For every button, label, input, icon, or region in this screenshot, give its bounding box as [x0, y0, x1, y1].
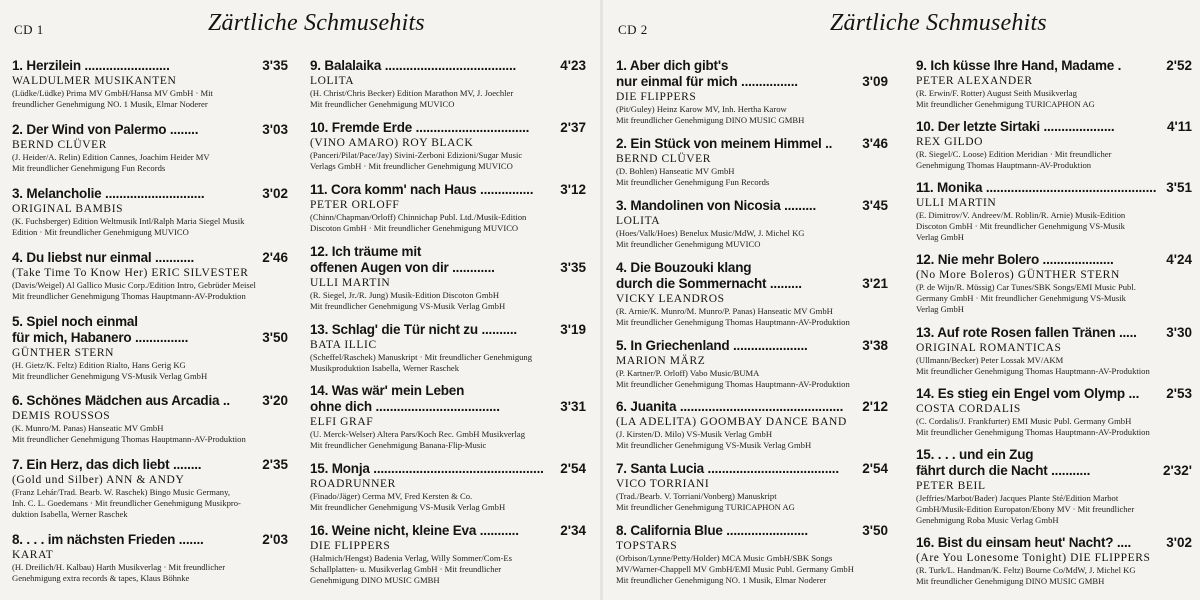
track-duration: 3'02 — [262, 185, 288, 201]
track-credits: (P. Kartner/P. Orloff) Vabo Music/BUMA — [616, 367, 760, 378]
track-entry — [12, 393, 288, 445]
track-entry — [616, 58, 888, 126]
track-credits: (H. Christ/Chris Becker) Edition Marathon MV, J. Joechler — [310, 88, 514, 98]
track-artist: GÜNTHER STERN — [12, 346, 115, 359]
track-title: 4. Die Bouzouki klang — [616, 259, 752, 275]
track-artist: PETER BEIL — [916, 479, 986, 492]
track-credits: Discoton GmbH · Mit freundlicher Genehmigung MUVICO — [310, 222, 519, 233]
track-entry — [310, 461, 586, 513]
track-duration: 3'03 — [262, 121, 288, 137]
track-credits: (Scheffel/Raschek) Manuskript · Mit freundlicher Genehmigung — [310, 351, 533, 362]
track-credits: (H. Dreilich/H. Kalbau) Harth Musikverlag · Mit freundlicher — [12, 562, 226, 573]
track-entry — [616, 399, 888, 451]
track-credits: Germany GmbH · Mit freundlicher Genehmigung VS-Musik — [916, 293, 1126, 304]
track-credits: (Franz Lehár/Trad. Bearb. W. Raschek) Bingo Music Germany, — [12, 487, 230, 498]
track-duration: 3'45 — [862, 197, 888, 213]
track-credits: Mit freundlicher Genehmigung VS-Musik Verlag GmbH — [12, 370, 208, 381]
track-title: 11. Monika ................................................ — [916, 180, 1157, 196]
track-credits: (R. Siegel/C. Loose) Edition Meridian · Mit freundlicher — [916, 149, 1112, 160]
track-credits: (Lüdke/Lüdke) Prima MV GmbH/Hansa MV GmbH · Mit — [12, 88, 213, 98]
track-credits: Mit freundlicher Genehmigung VS-Musik Verlag GmbH — [616, 440, 812, 451]
track-entry — [616, 461, 888, 513]
track-duration: 2'34 — [560, 523, 586, 539]
track-entry — [616, 523, 888, 586]
track-entry — [916, 58, 1192, 110]
page-divider — [600, 0, 603, 600]
track-title: nur einmal für mich ................ — [616, 74, 798, 89]
track-artist: ORIGINAL BAMBIS — [12, 202, 124, 215]
track-credits: (Ullmann/Becker) Peter Lossak MV/AKM — [916, 354, 1064, 365]
cd-label: CD 1 — [14, 22, 44, 37]
track-artist: DEMIS ROUSSOS — [12, 410, 111, 423]
track-artist: REX GILDO — [916, 136, 984, 149]
track-artist: (Are You Lonesome Tonight) DIE FLIPPERS — [916, 551, 1151, 564]
track-duration: 3'35 — [560, 259, 586, 275]
track-credits: Mit freundlicher Genehmigung Thomas Hauptmann-AV-Produktion — [916, 365, 1150, 376]
track-title: fährt durch die Nacht ........... — [916, 462, 1091, 478]
track-duration: 3'31 — [560, 399, 586, 415]
track-artist: ULLI MARTIN — [310, 276, 391, 289]
track-credits: (Trad./Bearb. V. Torriani/Vonberg) Manuskript — [616, 491, 777, 502]
track-artist: ULLI MARTIN — [916, 197, 997, 210]
track-entry — [916, 252, 1192, 315]
track-title: 15. . . . und ein Zug — [916, 446, 1034, 462]
track-duration: 3'35 — [262, 58, 288, 73]
track-entry — [12, 250, 288, 302]
track-credits: Mit freundlicher Genehmigung Banana-Flip-Music — [310, 440, 487, 451]
track-duration: 4'24 — [1166, 252, 1192, 268]
track-entry — [616, 198, 888, 250]
track-artist: PETER ORLOFF — [310, 198, 400, 211]
track-entry — [616, 136, 888, 188]
track-duration: 2'54 — [862, 461, 888, 477]
track-duration: 2'12 — [862, 399, 888, 415]
track-artist: (No More Boleros) GÜNTHER STERN — [916, 269, 1120, 282]
track-artist: ORIGINAL ROMANTICAS — [916, 341, 1062, 354]
booklet-title: Zärtliche Schmusehits — [208, 10, 425, 36]
track-entry — [310, 120, 586, 172]
track-title: 6. Juanita .............................................. — [616, 399, 844, 415]
track-entry — [916, 386, 1192, 438]
track-credits: Mit freundlicher Genehmigung Thomas Hauptmann-AV-Produktion — [616, 378, 850, 389]
track-title: 1. Aber dich gibt's — [616, 58, 729, 73]
track-credits: Mit freundlicher Genehmigung Fun Records — [616, 176, 770, 187]
track-title: 10. Der letzte Sirtaki .................... — [916, 119, 1115, 135]
track-entry — [916, 447, 1192, 526]
track-credits: (Panceri/Pilat/Pace/Jay) Sivini-Zerboni Edizioni/Sugar Music — [310, 149, 523, 160]
track-credits: Genehmigung DINO MUSIC GMBH — [310, 575, 440, 586]
track-title: 9. Balalaika ..................................... — [310, 58, 517, 73]
track-credits: Verlag GmbH — [916, 232, 964, 243]
track-duration: 2'52 — [1166, 58, 1192, 73]
track-title: 12. Ich träume mit — [310, 243, 422, 259]
track-duration: 3'46 — [862, 135, 888, 151]
track-artist: (Gold und Silber) ANN & ANDY — [12, 474, 185, 487]
track-duration: 2'35 — [262, 457, 288, 473]
track-duration: 2'32' — [1163, 462, 1192, 478]
track-title: 16. Weine nicht, kleine Eva ........... — [310, 523, 519, 539]
track-title: 14. Was wär' mein Leben — [310, 383, 465, 399]
track-column — [916, 58, 1192, 596]
track-credits: (Hoes/Valk/Hoes) Benelux Music/MdW, J. Michel KG — [616, 227, 805, 238]
track-title: 8. . . . im nächsten Frieden ....... — [12, 532, 204, 548]
track-entry — [12, 58, 288, 110]
track-duration: 3'38 — [862, 337, 888, 353]
track-artist: KARAT — [12, 549, 54, 562]
track-artist: BERND CLÜVER — [12, 138, 108, 151]
track-title: 3. Melancholie ............................ — [12, 185, 205, 201]
track-title: 14. Es stieg ein Engel vom Olymp ... — [916, 385, 1140, 401]
track-artist: (Take Time To Know Her) ERIC SILVESTER — [12, 266, 249, 279]
track-credits: (K. Fuchsberger) Edition Weltmusik Intl/Ralph Maria Siegel Musik — [12, 215, 245, 226]
track-entry — [12, 314, 288, 382]
track-title: durch die Sommernacht ......... — [616, 275, 802, 291]
track-credits: Mit freundlicher Genehmigung Thomas Hauptmann-AV-Produktion — [616, 316, 850, 327]
track-title: 11. Cora komm' nach Haus ............... — [310, 181, 534, 197]
track-credits: Genehmigung Thomas Hauptmann-AV-Produktion — [916, 160, 1092, 171]
track-credits: (D. Bohlen) Hanseatic MV GmbH — [616, 165, 735, 176]
track-artist: LOLITA — [310, 75, 355, 87]
track-title: 5. Spiel noch einmal — [12, 313, 138, 329]
track-title: 2. Ein Stück von meinem Himmel .. — [616, 135, 833, 151]
track-credits: Mit freundlicher Genehmigung DINO MUSIC GMBH — [916, 575, 1105, 586]
track-duration: 3'02 — [1166, 534, 1192, 550]
track-duration: 3'50 — [862, 523, 888, 539]
track-title: 2. Der Wind von Palermo ........ — [12, 121, 199, 137]
track-credits: Edition · Mit freundlicher Genehmigung MUVICO — [12, 226, 189, 237]
track-entry — [616, 260, 888, 328]
track-title: 1. Herzilein ........................ — [12, 58, 170, 73]
track-credits: Inh. C. L. Goedemans · Mit freundlicher Genehmigung Musikpro- — [12, 498, 241, 509]
track-duration: 3'12 — [560, 181, 586, 197]
track-credits: (J. Heider/A. Relin) Edition Cannes, Joachim Heider MV — [12, 151, 210, 162]
track-duration: 2'37 — [560, 119, 586, 135]
track-credits: (C. Cordalis/J. Frankfurter) EMI Music Publ. Germany GmbH — [916, 415, 1132, 426]
track-credits: (Jeffries/Marbot/Bader) Jacques Plante Sté/Edition Marbot — [916, 492, 1119, 503]
track-duration: 3'50 — [262, 329, 288, 345]
track-artist: ROADRUNNER — [310, 478, 396, 491]
track-entry — [310, 244, 586, 312]
track-entry — [310, 523, 586, 586]
track-credits: (H. Gietz/K. Feltz) Edition Rialto, Hans Gerig KG — [12, 359, 186, 370]
track-duration: 4'23 — [560, 58, 586, 73]
track-title: 3. Mandolinen von Nicosia ......... — [616, 197, 817, 213]
track-credits: Mit freundlicher Genehmigung Fun Records — [12, 162, 166, 173]
track-entry — [310, 58, 586, 110]
track-duration: 3'51 — [1166, 180, 1192, 196]
track-credits: (Chinn/Chapman/Orloff) Chinnichap Publ. Ltd./Musik-Edition — [310, 211, 527, 222]
track-credits: Mit freundlicher Genehmigung TURICAPHON AG — [616, 502, 795, 513]
track-entry — [916, 180, 1192, 243]
track-artist: PETER ALEXANDER — [916, 75, 1033, 87]
track-credits: (J. Kirsten/D. Milo) VS-Musik Verlag GmbH — [616, 429, 773, 440]
track-artist: (LA ADELITA) GOOMBAY DANCE BAND — [616, 416, 847, 429]
track-credits: (Davis/Weigel) Al Gallico Music Corp./Edition Intro, Gebrüder Meisel — [12, 279, 256, 290]
track-credits: (R. Erwin/F. Rotter) August Seith Musikverlag — [916, 88, 1077, 98]
track-credits: GmbH/Musik-Edition Europaton/Ebony MV · Mit freundlicher — [916, 503, 1135, 514]
track-title: 15. Monja ................................................ — [310, 461, 544, 477]
track-entry — [310, 383, 586, 451]
track-credits: freundlicher Genehmigung NO. 1 Musik, Elmar Noderer — [12, 99, 208, 109]
track-duration: 3'20 — [262, 393, 288, 409]
track-credits: duktion Isabella, Werner Raschek — [12, 509, 128, 520]
track-title: 7. Santa Lucia ..................................... — [616, 461, 839, 477]
track-column — [12, 58, 288, 596]
track-credits: (Orbison/Lynne/Petty/Holder) MCA Music GmbH/SBK Songs — [616, 553, 833, 564]
track-title: ohne dich ................................... — [310, 399, 500, 415]
track-entry — [12, 186, 288, 238]
track-credits: (R. Siegel, Jr./R. Jung) Musik-Edition Discoton GmbH — [310, 289, 500, 300]
track-title: 13. Schlag' die Tür nicht zu .......... — [310, 321, 517, 337]
track-credits: Mit freundlicher Genehmigung VS-Musik Verlag GmbH — [310, 502, 506, 513]
track-credits: Schallplatten- u. Musikverlag GmbH · Mit freundlicher — [310, 564, 502, 575]
track-credits: Genehmigung Roba Music Verlag GmbH — [916, 514, 1059, 525]
track-credits: Musikproduktion Isabella, Werner Raschek — [310, 362, 460, 373]
track-credits: Mit freundlicher Genehmigung DINO MUSIC GMBH — [616, 115, 805, 125]
track-credits: (R. Arnie/K. Munro/M. Munro/P. Panas) Hanseatic MV GmbH — [616, 305, 833, 316]
track-duration: 3'09 — [862, 74, 888, 89]
track-credits: Genehmigung extra records & tapes, Klaus Böhnke — [12, 573, 190, 584]
track-title: 10. Fremde Erde ................................ — [310, 119, 530, 135]
track-title: 6. Schönes Mädchen aus Arcadia .. — [12, 393, 230, 409]
track-credits: (U. Merck-Welser) Altera Pars/Koch Rec. GmbH Musikverlag — [310, 429, 526, 440]
track-artist: MARION MÄRZ — [616, 354, 706, 367]
track-title: 5. In Griechenland ..................... — [616, 337, 808, 353]
track-duration: 4'11 — [1167, 119, 1192, 135]
track-title: 8. California Blue ....................... — [616, 523, 808, 539]
track-artist: BATA ILLIC — [310, 338, 377, 351]
track-artist: VICO TORRIANI — [616, 478, 710, 491]
track-artist: DIE FLIPPERS — [616, 91, 697, 103]
track-duration: 2'46 — [262, 249, 288, 265]
track-entry — [616, 338, 888, 390]
track-entry — [310, 182, 586, 234]
track-title: 7. Ein Herz, das dich liebt ........ — [12, 457, 202, 473]
track-title: 13. Auf rote Rosen fallen Tränen ..... — [916, 324, 1137, 340]
track-credits: (Finado/Jäger) Cerma MV, Fred Kersten & Co. — [310, 491, 473, 502]
track-title: offenen Augen von dir ............ — [310, 259, 495, 275]
track-title: 12. Nie mehr Bolero .................... — [916, 252, 1114, 268]
booklet-title: Zärtliche Schmusehits — [830, 10, 1047, 36]
track-duration: 2'03 — [262, 532, 288, 548]
track-credits: (Halmich/Hengst) Badenia Verlag, Willy Sommer/Com-Es — [310, 553, 512, 564]
cd2-panel — [604, 0, 1200, 600]
track-credits: (K. Munro/M. Panas) Hanseatic MV GmbH — [12, 423, 164, 434]
track-credits: Verlag GmbH — [916, 304, 964, 315]
track-title: 9. Ich küsse Ihre Hand, Madame . — [916, 58, 1122, 73]
track-title: 16. Bist du einsam heut' Nacht? .... — [916, 534, 1132, 550]
track-artist: COSTA CORDALIS — [916, 402, 1021, 415]
track-credits: (R. Turk/L. Handman/K. Feltz) Bourne Co/MdW, J. Michel KG — [916, 564, 1136, 575]
track-entry — [12, 122, 288, 174]
track-duration: 3'30 — [1166, 324, 1192, 340]
track-duration: 2'54 — [560, 461, 586, 477]
track-credits: (Pit/Guley) Heinz Karow MV, Inh. Hertha Karow — [616, 104, 787, 114]
cd-label: CD 2 — [618, 22, 648, 37]
track-credits: Mit freundlicher Genehmigung VS-Musik Verlag GmbH — [310, 300, 506, 311]
track-credits: Verlags GmbH · Mit freundlicher Genehmigung MUVICO — [310, 160, 513, 171]
track-artist: TOPSTARS — [616, 540, 678, 553]
track-credits: Mit freundlicher Genehmigung Thomas Hauptmann-AV-Produktion — [916, 426, 1150, 437]
track-entry — [310, 322, 586, 374]
track-title: 4. Du liebst nur einmal ........... — [12, 249, 195, 265]
track-credits: Mit freundlicher Genehmigung Thomas Hauptmann-AV-Produktion — [12, 434, 246, 445]
track-credits: Mit freundlicher Genehmigung TURICAPHON AG — [916, 99, 1095, 109]
track-artist: VICKY LEANDROS — [616, 292, 725, 305]
track-entry — [916, 119, 1192, 171]
track-credits: Mit freundlicher Genehmigung NO. 1 Musik, Elmar Noderer — [616, 575, 827, 586]
track-credits: Mit freundlicher Genehmigung MUVICO — [616, 238, 761, 249]
track-entry — [916, 535, 1192, 587]
track-credits: Mit freundlicher Genehmigung Thomas Hauptmann-AV-Produktion — [12, 290, 246, 301]
track-artist: ELFI GRAF — [310, 416, 374, 429]
track-title: für mich, Habanero ............... — [12, 329, 189, 345]
track-credits: (P. de Wijn/R. Müssig) Car Tunes/SBK Songs/EMI Music Publ. — [916, 282, 1136, 293]
track-entry — [12, 532, 288, 584]
track-credits: Mit freundlicher Genehmigung MUVICO — [310, 99, 455, 109]
track-artist: WALDULMER MUSIKANTEN — [12, 75, 177, 87]
track-credits: (E. Dimitrov/V. Andreev/M. Roblin/R. Arnie) Musik-Edition — [916, 210, 1126, 221]
track-credits: Discoton GmbH · Mit freundlicher Genehmigung VS-Musik — [916, 221, 1125, 232]
track-entry — [12, 457, 288, 520]
track-artist: BERND CLÜVER — [616, 152, 712, 165]
track-artist: LOLITA — [616, 214, 661, 227]
track-entry — [916, 325, 1192, 377]
track-duration: 3'19 — [560, 321, 586, 337]
track-duration: 2'53 — [1166, 385, 1192, 401]
track-artist: DIE FLIPPERS — [310, 540, 391, 553]
track-duration: 3'21 — [862, 275, 888, 291]
track-column — [310, 58, 586, 596]
track-column — [616, 58, 888, 596]
track-credits: MV/Warner-Chappell MV GmbH/EMI Music Publ. Germany GmbH — [616, 564, 854, 575]
track-artist: (VINO AMARO) ROY BLACK — [310, 136, 474, 149]
